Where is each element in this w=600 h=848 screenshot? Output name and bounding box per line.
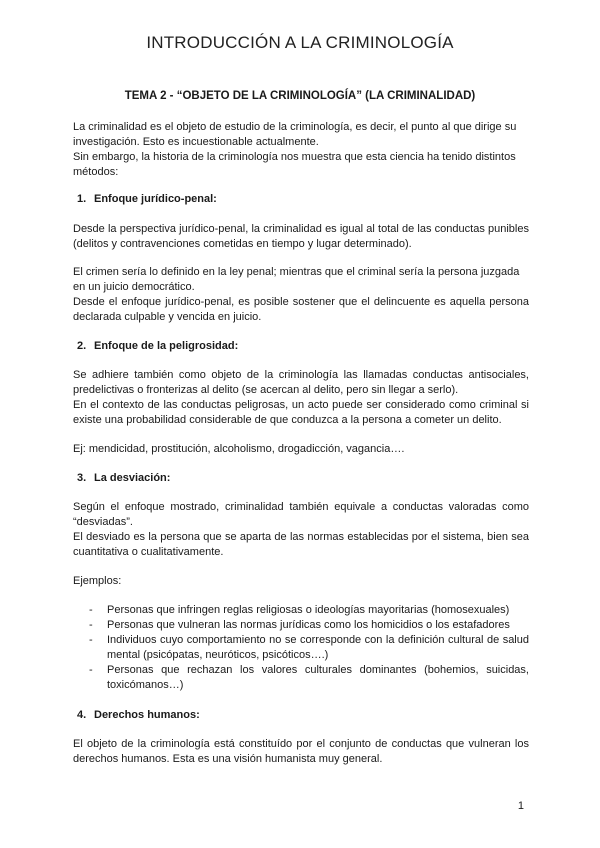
section-1-paragraph-2: [73, 265, 529, 325]
list-item: [89, 633, 529, 663]
section-3-p1: Según el enfoque mostrado, criminalidad también equivale a conductas valoradas como “desviadas”.: [73, 501, 529, 528]
section-1-title: Enfoque jurídico-penal:: [94, 193, 217, 205]
section-4-heading: [77, 709, 200, 721]
section-2-title: Enfoque de la peligrosidad:: [94, 340, 239, 352]
section-2-p1: Se adhiere también como objeto de la criminología las llamadas conductas antisociales, predelictivas o fronterizas al delito (se acercan al delito, pero sin llegar a serlo).: [73, 369, 529, 396]
list-marker: -: [89, 634, 93, 646]
section-1-p3: Desde el enfoque jurídico-penal, es posible sostener que el delincuente es aquella persona declarada culpable y vencida en juicio.: [73, 296, 529, 323]
section-1-p2: El crimen sería lo definido en la ley penal; mientras que el criminal sería la persona juzgada en un juicio democrático.: [73, 266, 520, 293]
section-3-heading: [77, 472, 170, 484]
section-1-paragraph-1: Desde la perspectiva jurídico-penal, la criminalidad es igual al total de las conductas punibles (delitos y contravenciones cometidas en tiempo y lugar determinado).: [73, 223, 529, 250]
section-2-paragraph-1: [73, 368, 529, 428]
section-2-number: 2.: [77, 340, 87, 352]
section-2-p2: En el contexto de las conductas peligrosas, un acto puede ser considerado como criminal si existe una probabilidad considerable de que conduzca a la persona a cometer un delito.: [73, 399, 529, 426]
intro-line-2: Sin embargo, la historia de la criminología nos muestra que esta ciencia ha tenido distintos métodos:: [73, 151, 516, 178]
list-item-text: Personas que vulneran las normas jurídicas como los homicidios o los estafadores: [107, 619, 510, 631]
section-4-paragraph-1: El objeto de la criminología está constituído por el conjunto de conductas que vulneran los derechos humanos. Esta es una visión humanista muy general.: [73, 738, 529, 765]
list-item: [89, 603, 529, 618]
list-item: [89, 618, 529, 633]
section-3-title: La desviación:: [94, 472, 171, 484]
intro-paragraph: [73, 120, 529, 180]
list-marker: -: [89, 664, 93, 676]
document-header: INTRODUCCIÓN A LA CRIMINOLOGÍA: [146, 33, 454, 52]
section-3-paragraph-1: [73, 500, 529, 560]
page-number: 1: [517, 800, 524, 812]
section-1-number: 1.: [77, 193, 87, 205]
list-item-text: Personas que infringen reglas religiosas o ideologías mayoritarias (homosexuales): [107, 604, 510, 616]
section-1-heading: [77, 193, 217, 205]
list-item: [89, 663, 529, 693]
section-3-p2: El desviado es la persona que se aparta de las normas establecidas por el sistema, bien sea cuantitativa o cualitativamente.: [73, 531, 529, 558]
section-4-title: Derechos humanos:: [94, 709, 200, 721]
list-marker: -: [89, 619, 93, 631]
list-marker: -: [89, 604, 93, 616]
intro-line-1: La criminalidad es el objeto de estudio de la criminología, es decir, el punto al que dirige su investigación. Esto es incuestionable actualmente.: [73, 121, 517, 148]
section-3-list: [89, 603, 529, 693]
section-4-number: 4.: [77, 709, 87, 721]
section-2-example: Ej: mendicidad, prostitución, alcoholismo, drogadicción, vagancia….: [73, 443, 405, 455]
list-item-text: Individuos cuyo comportamiento no se corresponde con la definición cultural de salud mental (psicópatas, neuróticos, psicóticos….): [107, 634, 529, 661]
list-item-text: Personas que rechazan los valores culturales dominantes (bohemios, suicidas, toxicómanos…): [107, 664, 529, 691]
section-3-number: 3.: [77, 472, 87, 484]
section-3-examples-label: Ejemplos:: [73, 575, 122, 587]
document-title: TEMA 2 - “OBJETO DE LA CRIMINOLOGÍA” (LA CRIMINALIDAD): [124, 90, 476, 102]
section-2-heading: [77, 340, 238, 352]
